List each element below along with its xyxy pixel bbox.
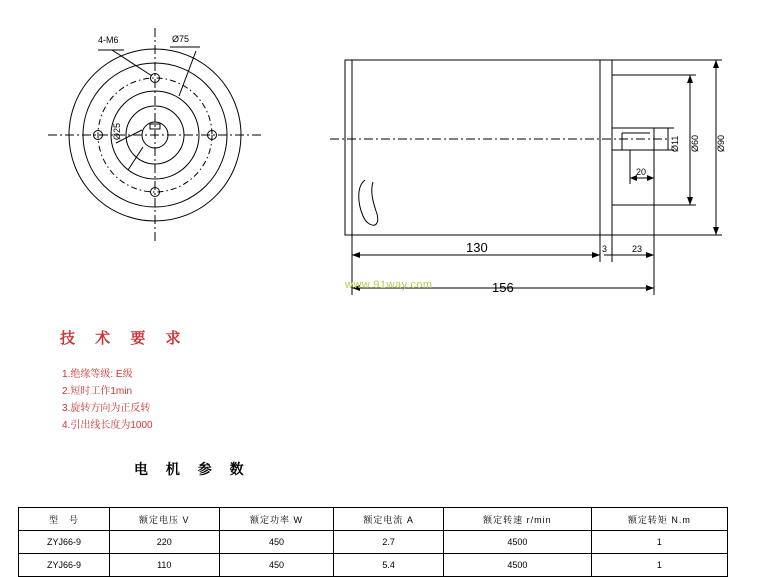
header-speed: 额定转速 r/min (443, 508, 591, 531)
label-flange-thickness: 3 (602, 244, 608, 254)
lead-wire (359, 180, 378, 225)
cell-voltage: 220 (110, 531, 220, 554)
cell-power: 450 (219, 554, 334, 577)
table-row (19, 531, 728, 554)
label-housing-diameter: Ø90 (716, 134, 726, 152)
table-header-row (19, 508, 728, 531)
header-model: 型 号 (19, 508, 110, 531)
side-view (330, 60, 722, 295)
label-body-length: 130 (466, 240, 488, 255)
header-voltage: 额定电压 V (110, 508, 220, 531)
bolt-leader-line (112, 50, 152, 76)
header-current: 额定电流 A (334, 508, 444, 531)
label-shaft-dia: Ø25 (112, 122, 122, 140)
label-bolt-spec: 4-M6 (98, 35, 119, 45)
cell-model: ZYJ66-9 (19, 531, 110, 554)
tech-item: 1.绝缘等级: E级 (62, 369, 133, 380)
label-flange-diameter: Ø60 (690, 134, 700, 152)
cell-current: 2.7 (334, 531, 444, 554)
tech-item: 3.旋转方向为正反转 (62, 403, 151, 414)
motor-params-title: 电 机 参 数 (134, 461, 251, 477)
watermark: www.91way.com (345, 279, 433, 291)
label-keyway-length: 20 (636, 167, 647, 177)
label-shaft-length: 23 (632, 244, 643, 254)
cell-model: ZYJ66-9 (19, 554, 110, 577)
cell-speed: 4500 (443, 554, 591, 577)
technical-requirements-list (62, 366, 153, 434)
cell-torque: 1 (591, 531, 727, 554)
cell-power: 450 (219, 531, 334, 554)
technical-requirements-title: 技 术 要 求 (60, 330, 189, 347)
label-shaft-diameter: Ø11 (670, 135, 680, 152)
table-row (19, 554, 728, 577)
header-power: 额定功率 W (219, 508, 334, 531)
header-torque: 额定转矩 N.m (591, 508, 727, 531)
motor-body (345, 60, 600, 235)
bolt-circle-leader (179, 51, 196, 96)
tech-item: 4.引出线长度为1000 (62, 420, 153, 431)
cell-speed: 4500 (443, 531, 591, 554)
tech-item: 2.短时工作1min (62, 386, 133, 397)
flange-plate (600, 60, 612, 235)
front-view (48, 28, 262, 242)
cell-current: 5.4 (334, 554, 444, 577)
motor-params-table (18, 507, 728, 577)
cell-torque: 1 (591, 554, 727, 577)
label-total-length: 156 (492, 280, 514, 295)
label-bolt-circle-dia: Ø75 (172, 34, 190, 44)
cell-voltage: 110 (110, 554, 220, 577)
